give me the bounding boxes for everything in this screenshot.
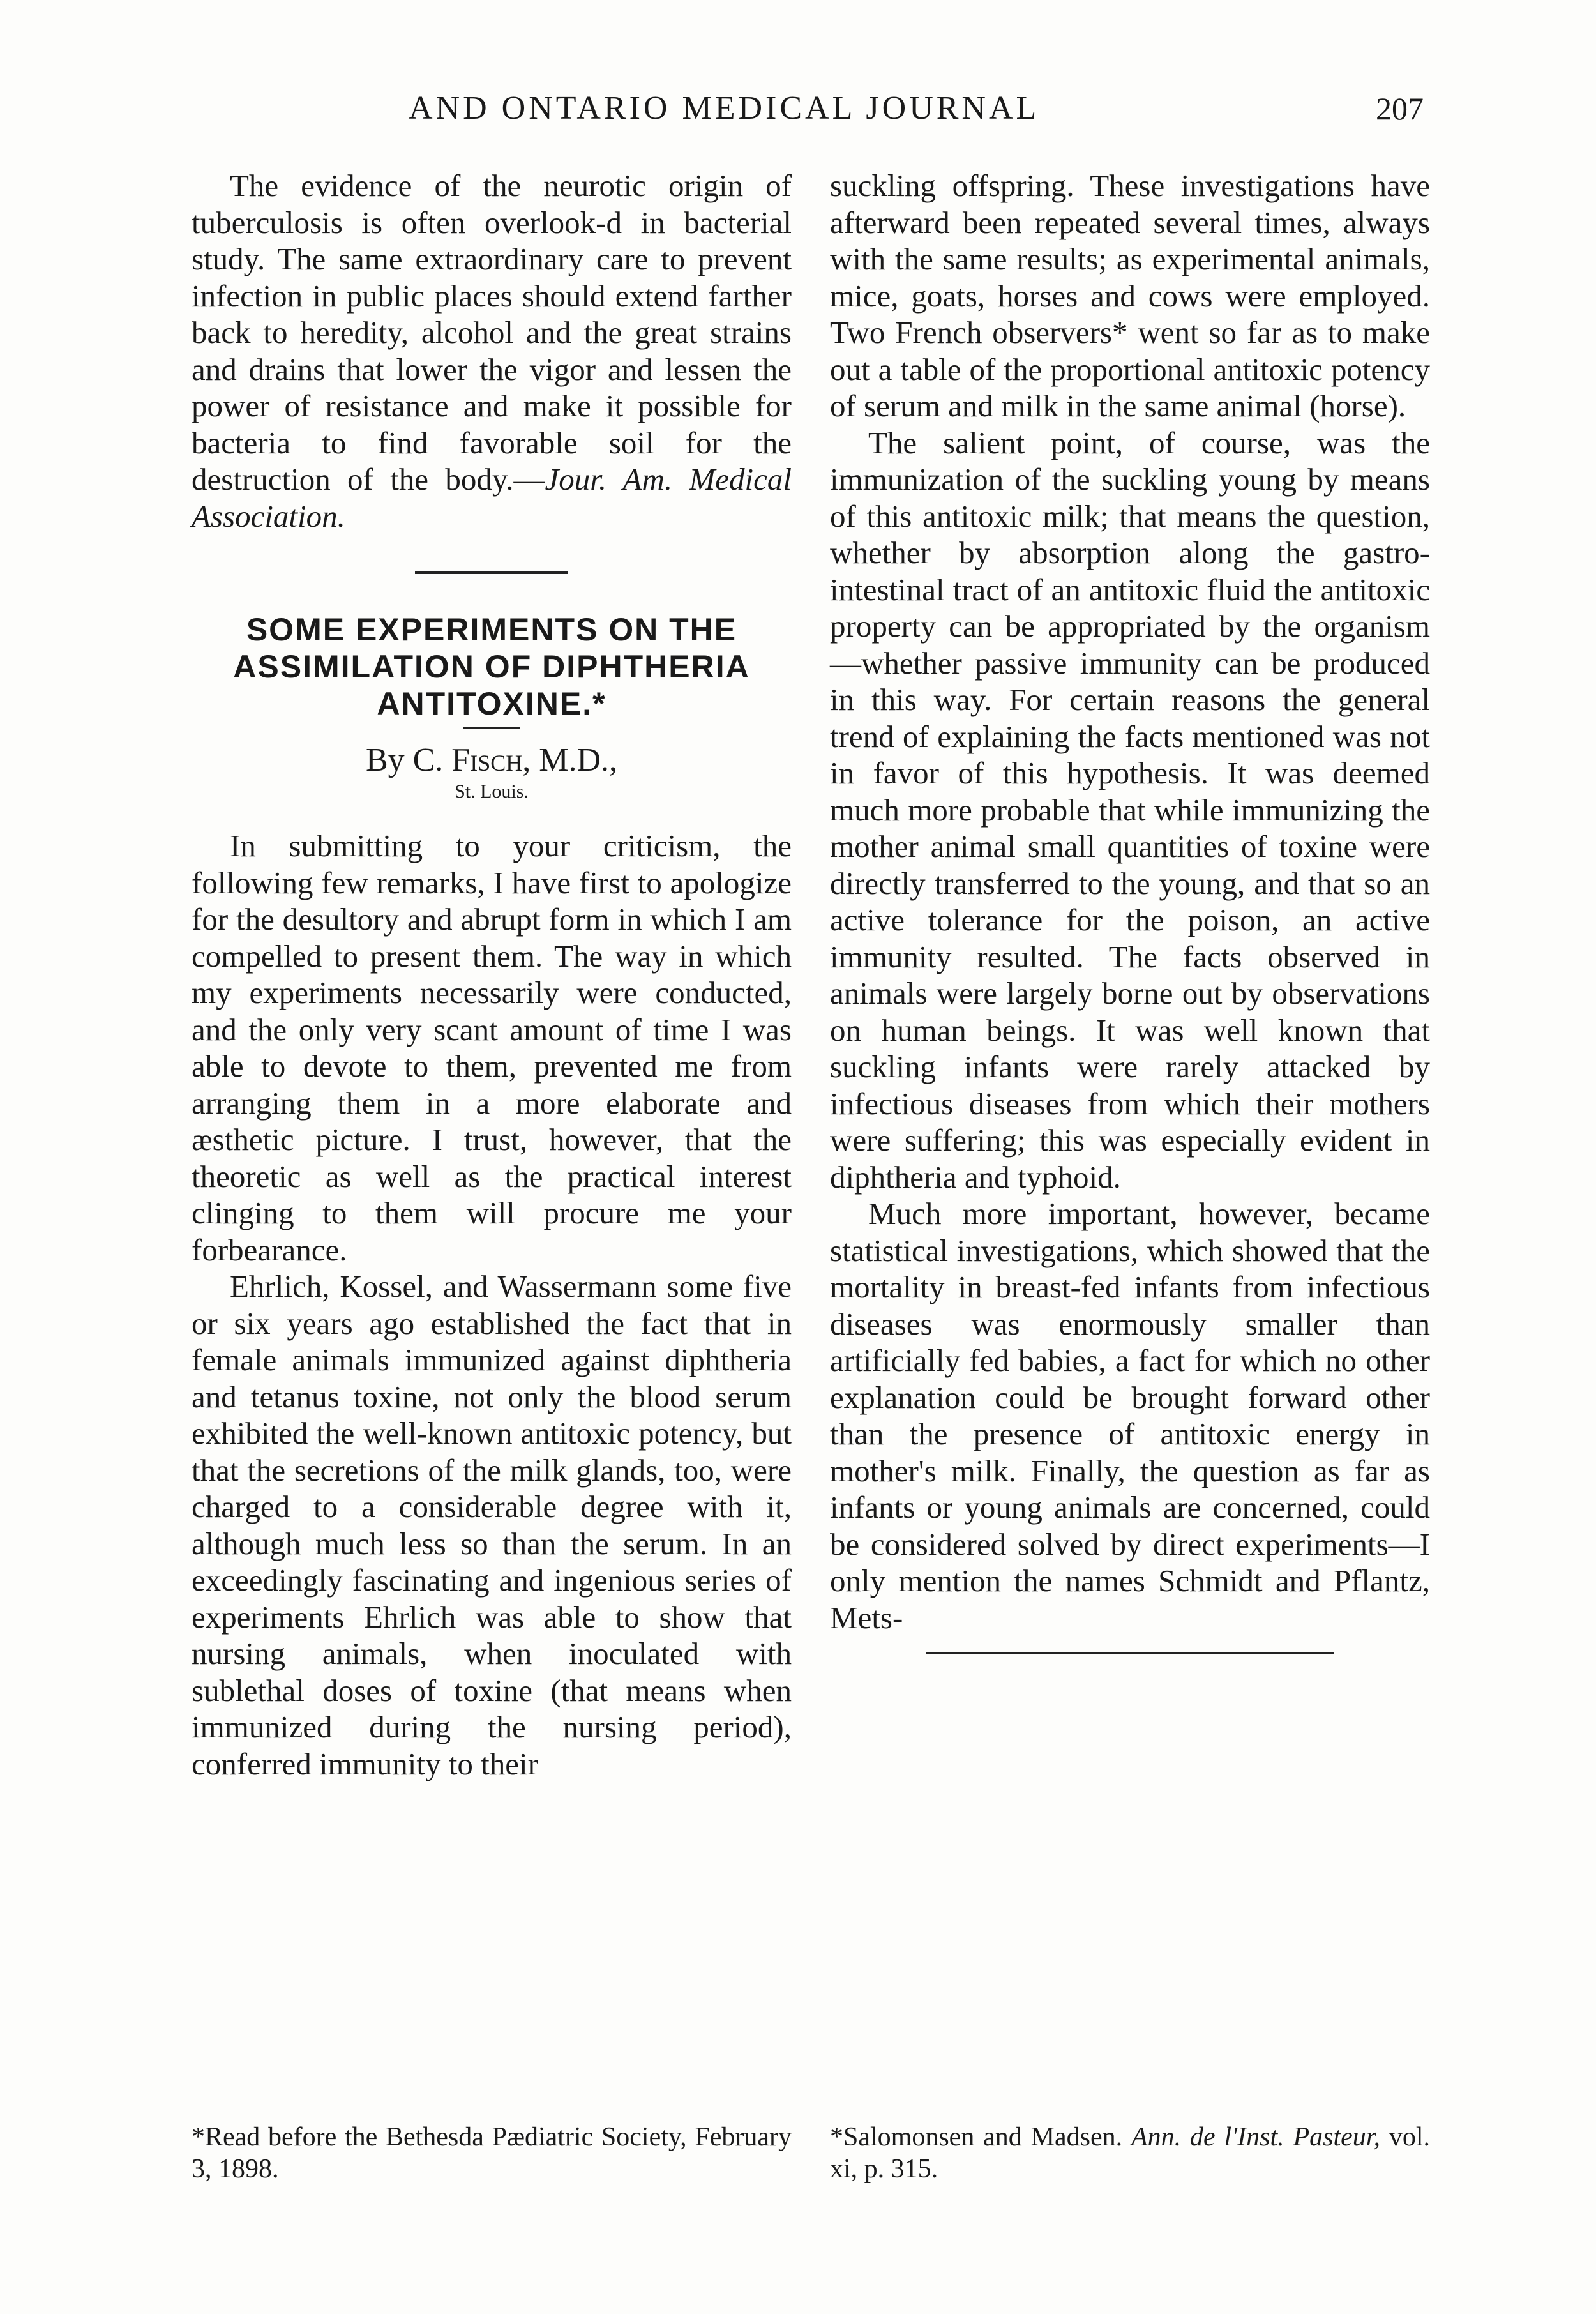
paragraph-intro: In submitting to your criticism, the following few remarks, I have first to apologize for the desultory and abrupt form in which I am compelled to present them. The way in which my experiments necessarily were conducted, and the only very scant amount of time I was able to devote to them, prevented me from arranging them in a more elaborate and æsthetic picture. I trust, however, that the theoretic as well as the practical interest clinging to them will procure me your forbearance. (192, 828, 792, 1267)
page-number: 207 (1376, 91, 1424, 126)
running-header: AND ONTARIO MEDICAL JOURNAL (409, 90, 1040, 126)
footnote-journal: Ann. de l'Inst. Pasteur, (1131, 2122, 1380, 2152)
citation: Jour. Am. Medical Association. (192, 462, 792, 534)
paragraph-text: The evidence of the neurotic origin of tuberculosis is often overlook-d in bacterial study. The same extraordinary care to prevent infection in public places should extend farther back to heredity, alcohol and the great strains and drains that lower the vigor and lessen the power of resistance and make it possible for bacteria to find favorable soil for the destruction of the body.— (192, 168, 792, 497)
author-affiliation: St. Louis. (455, 781, 529, 802)
byline (192, 742, 792, 779)
article-title: SOME EXPERIMENTS ON THE ASSIMILATION OF DIPHTHERIA ANTITOXINE.* (233, 612, 750, 722)
paragraph-ehrlich: Ehrlich, Kossel, and Wassermann some five or six years ago established the fact that in female animals immunized against diphtheria and tetanus toxine, not only the blood serum exhibited the well-known antitoxic potency, but that the secretions of the milk glands, too, were charged to a considerable degree with it, although much less so than the serum. In an exceedingly fascinating and ingenious series of experiments Ehrlich was able to show that nursing animals, when inoculated with sublethal doses of toxine (that means when immunized during the nursing period), conferred immunity to their (192, 1269, 792, 1781)
footnote-authors: *Salomonsen and Madsen. (830, 2122, 1123, 2152)
paragraph-statistics: Much more important, however, became statistical investigations, which showed that the mortality in breast-fed infants from infectious diseases was enormously smaller than artificially fed babies, a fact for which no other explanation could be brought forward other than the presence of antitoxic energy in mother's milk. Finally, the question as far as infants or young animals are concerned, could be considered solved by direct experiments—I only mention the names Schmidt and Pflantz, Mets- (830, 1196, 1430, 1635)
footnote-right (830, 2121, 1430, 2185)
section-divider (415, 571, 568, 574)
author-name: C. Fisch, M.D., (412, 742, 618, 778)
left-column (192, 167, 792, 1782)
byline-prefix: By (365, 742, 405, 778)
right-column (830, 167, 1430, 1654)
paragraph-salient-point: The salient point, of course, was the immunization of the suckling young by means of this antitoxic milk; that means the question, whether by absorption along the gastro-intestinal tract of an antitoxic fluid the antitoxic property can be appropriated by the organism—whether passive immunity can be produced in this way. For certain reasons the general trend of explaining the facts mentioned was not in favor of this hypothesis. It was deemed much more probable that while immunizing the mother animal small quantities of toxine were directly transferred to the young, and that so an active tolerance for the poison, an active immunity resulted. The facts observed in animals were largely borne out by observations on human beings. It was well known that suckling infants were rarely attacked by infectious diseases from which their mothers were suffering; this was especially evident in diphtheria and typhoid. (830, 425, 1430, 1195)
title-divider (463, 727, 520, 729)
paragraph-tuberculosis (192, 167, 792, 534)
footnote-volume: vol. xi, p. 315. (830, 2122, 1431, 2184)
paragraph-continued: suckling offspring. These investigations have afterward been repeated several times, always with the same results; as experimental animals, mice, goats, horses and cows were employed. Two French observers* went so far as to make out a table of the proportional antitoxic potency of serum and milk in the same animal (horse). (830, 168, 1430, 423)
footnote-left: *Read before the Bethesda Pædiatric Society, February 3, 1898. (192, 2122, 792, 2184)
footnote-divider (926, 1652, 1334, 1654)
